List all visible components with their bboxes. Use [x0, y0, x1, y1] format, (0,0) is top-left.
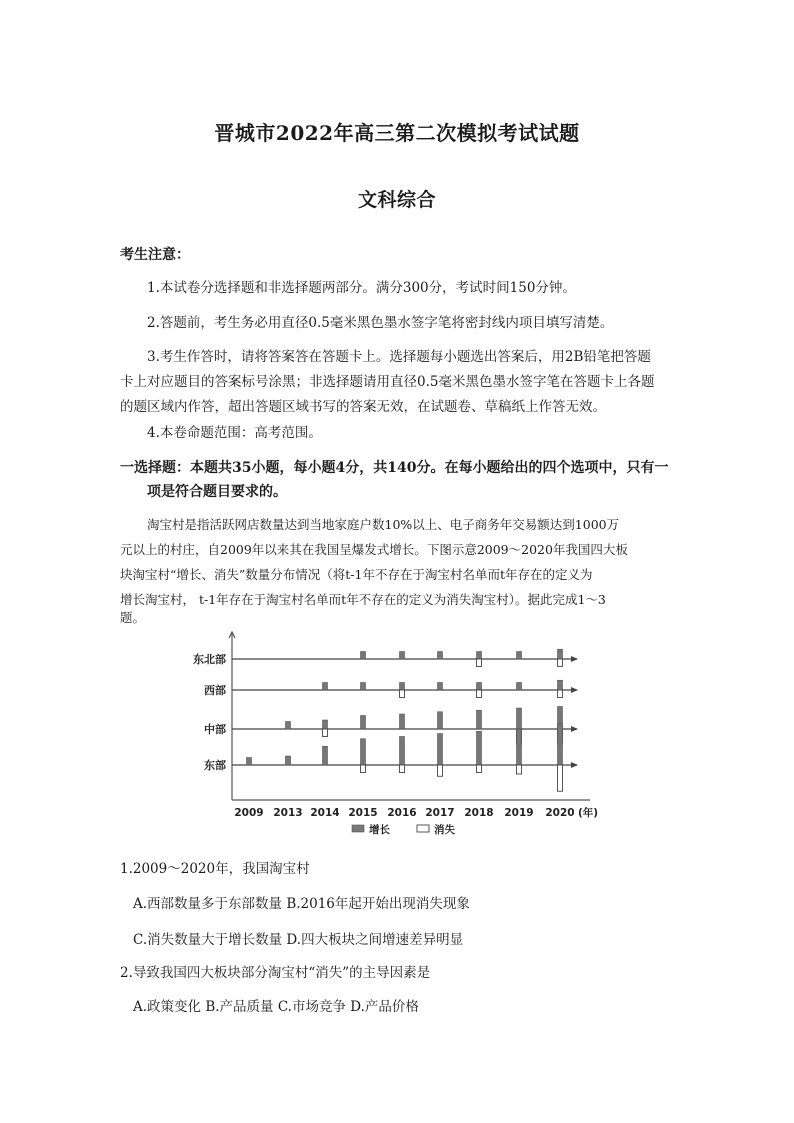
growth-bar — [438, 734, 443, 766]
legend-disappear-swatch — [417, 825, 429, 832]
disappear-bar — [477, 690, 482, 698]
disappear-bar — [558, 659, 563, 667]
growth-bar — [361, 683, 366, 691]
growth-bar — [361, 739, 366, 765]
question-options: C.消失数量大于增长数量 D.四大板块之间增速差异明显 — [133, 932, 464, 948]
growth-bar — [438, 683, 443, 691]
notice-item: 2.答题前，考生务必用直径0.5毫米黑色墨水签字笔将密封线内项目填写清楚。 — [147, 315, 614, 331]
growth-bar — [286, 756, 291, 765]
disappear-bar — [477, 765, 482, 773]
notice-item: 卡上对应题目的答案标号涂黑；非选择题请用直径0.5毫米黑色墨水签字笔在答题卡上各题 — [120, 374, 655, 390]
taobao-village-chart — [185, 628, 605, 843]
question-stem: 2.导致我国四大板块部分淘宝村“消失”的主导因素是 — [120, 965, 431, 981]
growth-bar — [247, 758, 252, 766]
material-text: 元以上的村庄，自2009年以来其在我国呈爆发式增长。下图示意2009～2020年我国四大板 — [120, 542, 628, 557]
disappear-bar — [323, 729, 328, 737]
notice-item: 1.本试卷分选择题和非选择题两部分。满分300分，考试时间150分钟。 — [147, 280, 576, 296]
disappear-bar — [361, 765, 366, 773]
row-label: 西部 — [204, 684, 226, 697]
disappear-bar — [558, 765, 563, 791]
question-options: A.西部数量多于东部数量 B.2016年起开始出现消失现象 — [133, 896, 470, 912]
material-text: 淘宝村是指活跃网店数量达到当地家庭户数10%以上、电子商务年交易额达到1000万 — [147, 517, 620, 532]
growth-bar — [477, 710, 482, 729]
growth-bar — [438, 652, 443, 660]
x-tick-label: 2016 — [387, 807, 417, 819]
legend-growth-label: 增长 — [369, 824, 390, 836]
x-tick-label: 2009 — [234, 807, 264, 819]
growth-bar — [323, 720, 328, 729]
legend-disappear-label: 消失 — [434, 824, 455, 836]
exam-subject: 文科综合 — [357, 189, 436, 211]
growth-bar — [286, 722, 291, 730]
notice-item: 4.本卷命题范围：高考范围。 — [147, 425, 322, 441]
growth-bar — [477, 731, 482, 765]
notice-item: 3.考生作答时，请将答案答在答题卡上。选择题每小题选出答案后，用2B铅笔把答题 — [147, 349, 651, 365]
growth-bar — [517, 708, 522, 729]
disappear-bar — [477, 659, 482, 667]
growth-bar — [558, 724, 563, 765]
x-tick-label: 2017 — [425, 807, 455, 819]
row-arrow — [571, 762, 578, 768]
material-text: 块淘宝村“增长、消失”数量分布情况（将t-1年不存在于淘宝村名单而t年存在的定义为 — [120, 567, 593, 582]
growth-bar — [323, 746, 328, 765]
growth-bar — [517, 652, 522, 660]
growth-bar — [477, 683, 482, 691]
x-tick-label: 2019 — [504, 807, 534, 819]
row-arrow — [571, 726, 578, 732]
section-heading: 一选择题：本题共35小题，每小题4分，共140分。在每小题给出的四个选项中，只有一 — [120, 460, 669, 476]
disappear-bar — [517, 765, 522, 774]
legend-growth-swatch — [352, 825, 364, 832]
x-tick-label: 2015 — [348, 807, 378, 819]
x-tick-label: 2014 — [310, 807, 340, 819]
growth-bar — [477, 652, 482, 660]
row-arrow — [571, 687, 578, 693]
growth-bar — [438, 712, 443, 729]
growth-bar — [558, 680, 563, 690]
question-options: A.政策变化 B.产品质量 C.市场竞争 D.产品价格 — [133, 999, 419, 1015]
row-label: 东北部 — [193, 653, 226, 666]
x-tick-label: 2013 — [273, 807, 303, 819]
growth-bar — [517, 729, 522, 765]
section-heading-cont: 项是符合题目要求的。 — [147, 484, 287, 500]
x-tick-label: 2018 — [464, 807, 494, 819]
growth-bar — [517, 683, 522, 691]
growth-bar — [400, 737, 405, 766]
growth-bar — [558, 649, 563, 659]
row-label: 东部 — [204, 759, 226, 772]
growth-bar — [400, 683, 405, 691]
row-label: 中部 — [204, 723, 226, 736]
material-text: 题。 — [120, 610, 146, 625]
disappear-bar — [438, 765, 443, 776]
exam-title: 晋城市2022年高三第二次模拟考试试题 — [214, 121, 580, 145]
row-arrow — [571, 656, 578, 662]
disappear-bar — [400, 690, 405, 698]
disappear-bar — [558, 690, 563, 698]
notice-item: 的题区域内作答，超出答题区域书写的答案无效，在试题卷、草稿纸上作答无效。 — [120, 399, 606, 415]
growth-bar — [361, 716, 366, 730]
growth-bar — [323, 683, 328, 691]
growth-bar — [400, 652, 405, 660]
disappear-bar — [400, 765, 405, 773]
question-stem: 1.2009～2020年，我国淘宝村 — [120, 861, 310, 877]
notice-heading: 考生注意： — [120, 247, 190, 263]
material-text: 增长淘宝村， t-1年存在于淘宝村名单而t年不存在的定义为消失淘宝村）。据此完成1～3 — [120, 592, 606, 607]
x-unit-label: (年) — [578, 807, 599, 819]
growth-bar — [400, 714, 405, 729]
growth-bar — [361, 652, 366, 660]
x-tick-label: 2020 — [545, 807, 575, 819]
